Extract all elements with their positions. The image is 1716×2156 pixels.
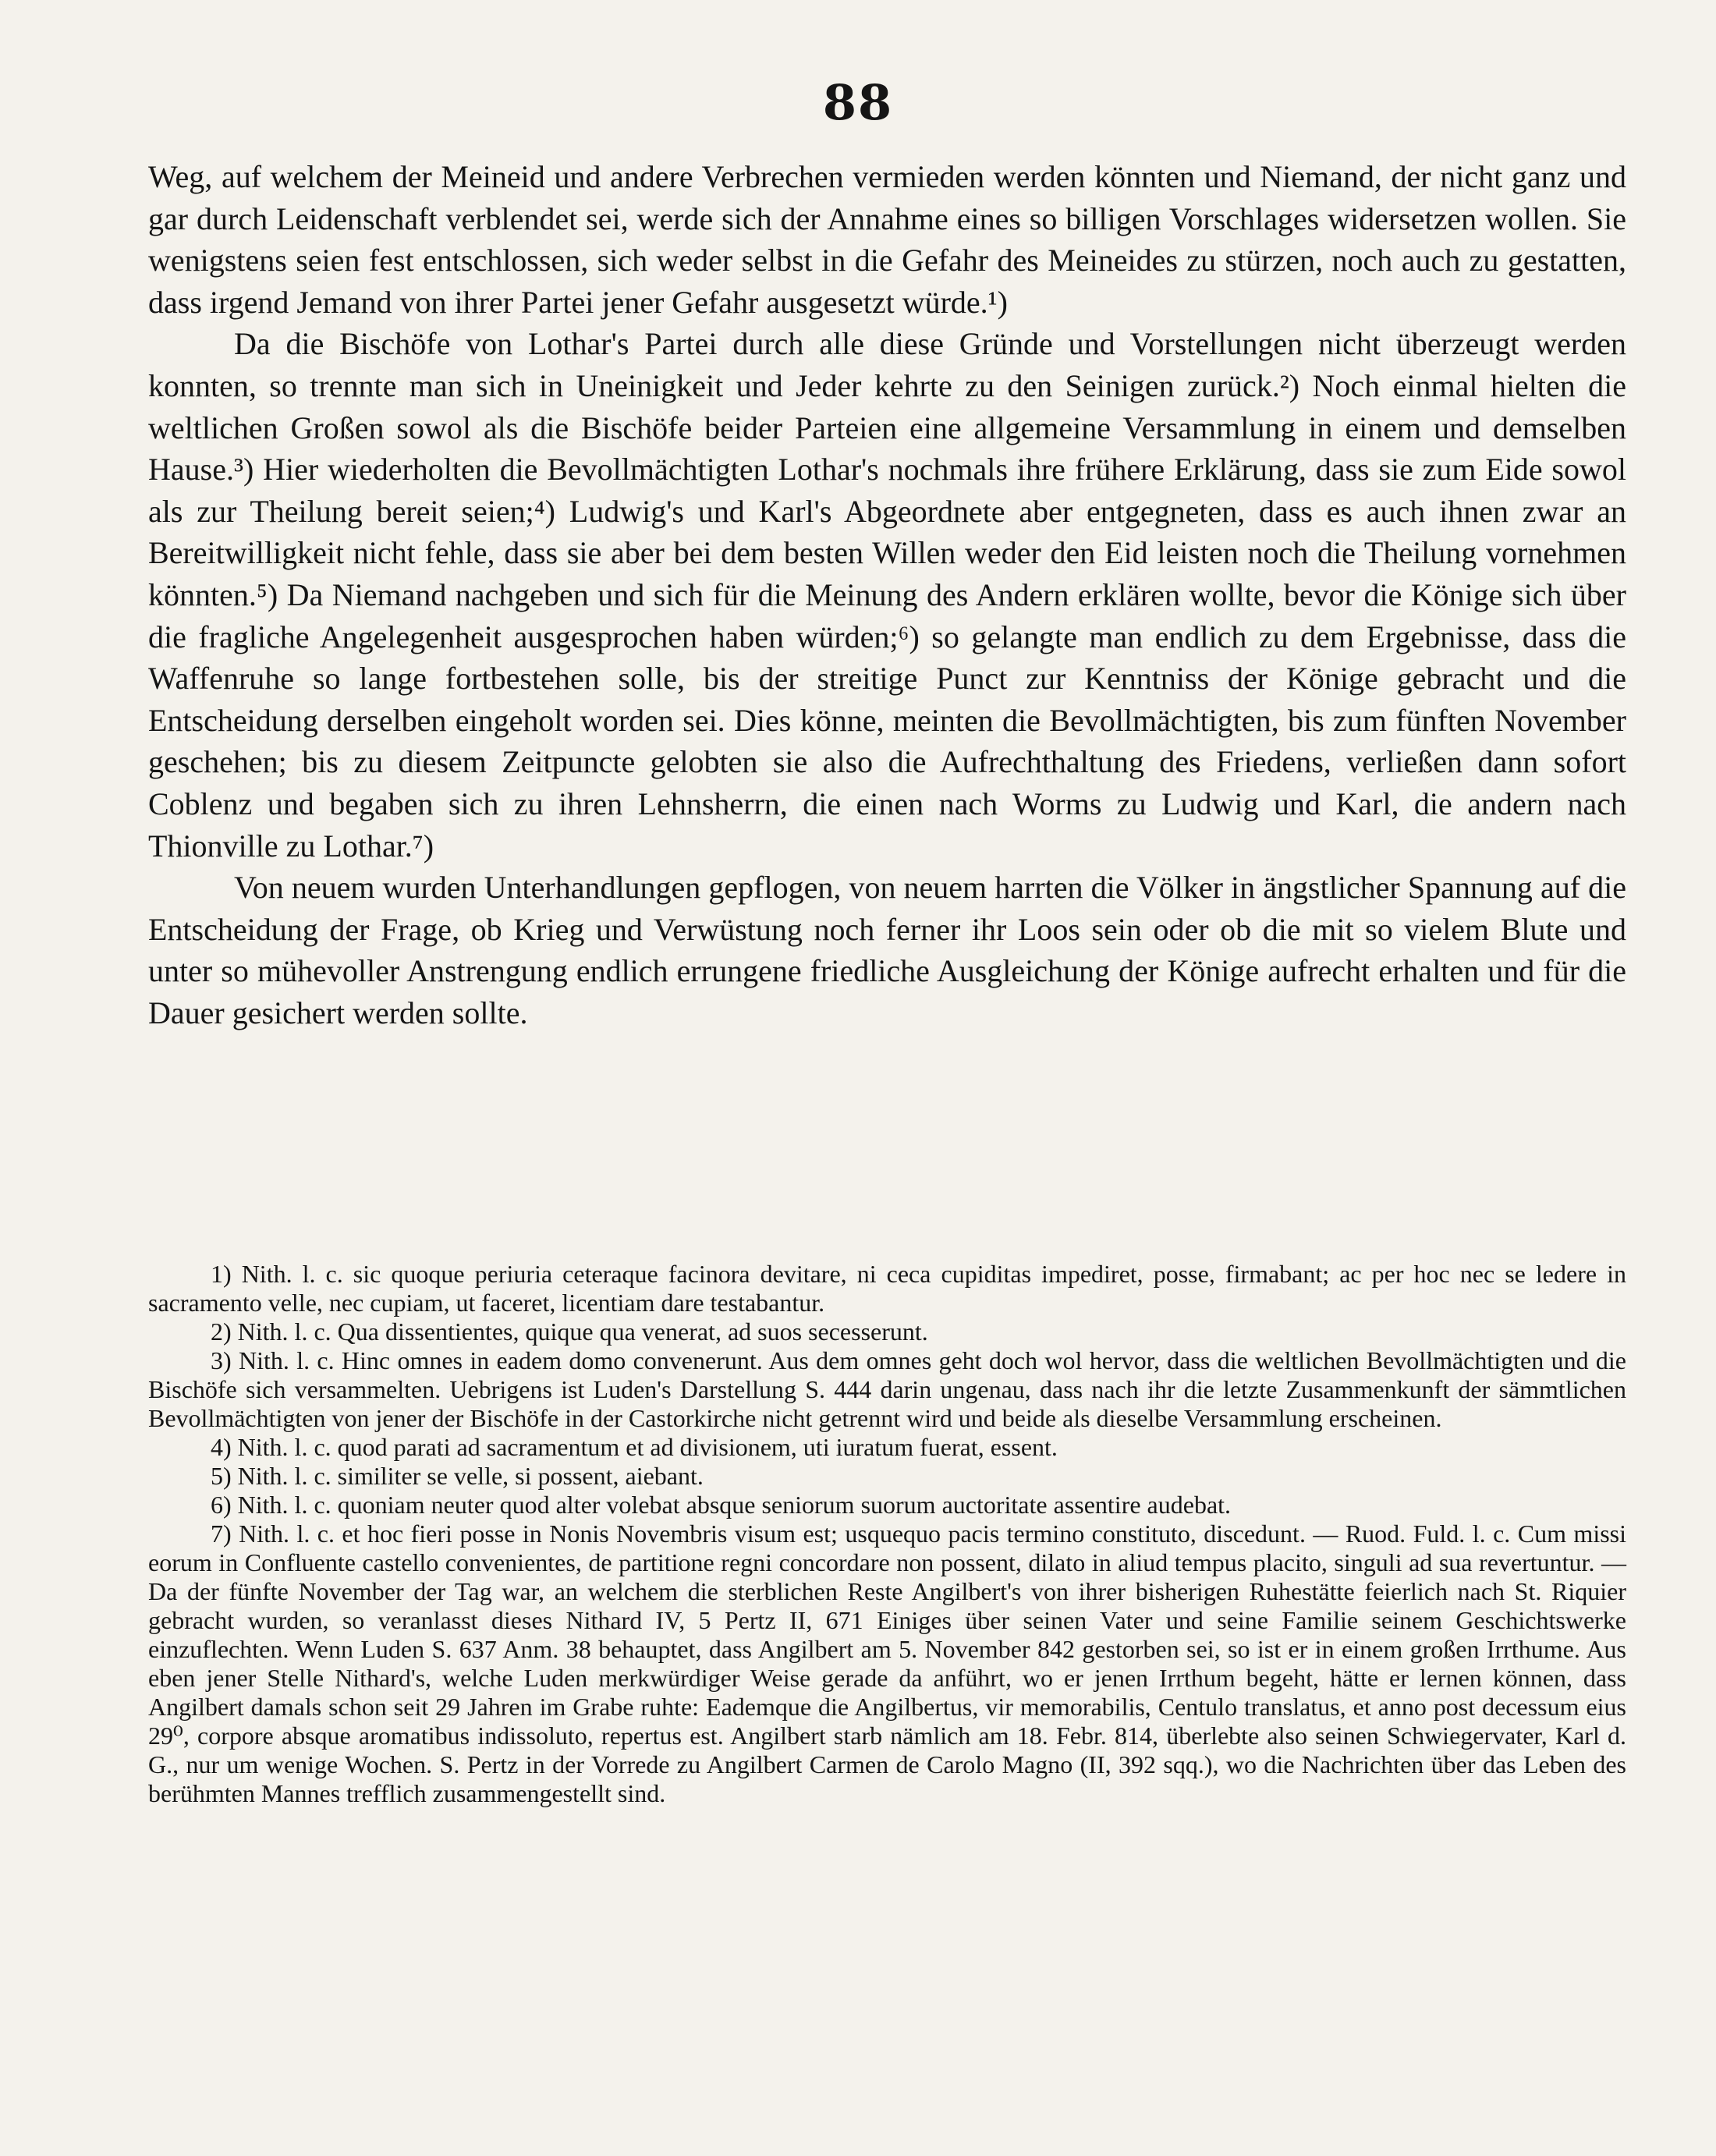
main-text — [148, 156, 1626, 1034]
paragraph-3: Von neuem wurden Unterhandlungen gepflogen, von neuem harrten die Völker in ängstlicher Spannung auf die Entscheidung der Frage, ob Krieg und Verwüstung noch ferner ihr Loos sein oder ob die mit so vielem Blute und unter so mühevoller Anstrengung endlich errungene friedliche Ausgleichung der Könige aufrecht erhalten und für die Dauer gesichert werden sollte. — [148, 870, 1626, 1030]
paragraph-1: Weg, auf welchem der Meineid und andere Verbrechen vermieden werden könnten und Niemand, der nicht ganz und gar durch Leidenschaft verblendet sei, werde sich der Annahme eines so billigen Vorschlages widersetzen wollen. Sie wenigstens seien fest entschlossen, sich weder selbst in die Gefahr des Meineides zu stürzen, noch auch zu gestatten, dass irgend Jemand von ihrer Partei jener Gefahr ausgesetzt würde.¹) — [148, 159, 1626, 320]
footnotes — [148, 1260, 1626, 1808]
footnote-4: 4) Nith. l. c. quod parati ad sacramentum et ad divisionem, uti iuratum fuerat, essent. — [211, 1433, 1058, 1461]
footnote-7: 7) Nith. l. c. et hoc fieri posse in Nonis Novembris visum est; usquequo pacis termino constituto, discedunt. — Ruod. Fuld. l. c. Cum missi eorum in Confluente castello convenientes, de partitione regni concordare non possent, dilato in aliud tempus placito, singuli ad sua revertuntur. — Da der fünfte November der Tag war, an welchem die sterblichen Reste Angilbert's von ihrer bisherigen Ruhestätte feierlich nach St. Riquier gebracht wurden, so veranlasst dieses Nithard IV, 5 Pertz II, 671 Einiges über seinen Vater und seine Familie seinem Geschichtswerke einzuflechten. Wenn Luden S. 637 Anm. 38 behauptet, dass Angilbert am 5. November 842 gestorben sei, so ist er in einem großen Irrthume. Aus eben jener Stelle Nithard's, welche Luden merkwürdiger Weise gerade da anführt, wo er jenen Irrthum begeht, hätte er lernen können, dass Angilbert damals schon seit 29 Jahren im Grabe ruhte: Eademque die Angilbertus, vir memorabilis, Centulo translatus, et anno post decessum eius 29⁰, corpore absque aromatibus indissoluto, repertus est. Angilbert starb nämlich am 18. Febr. 814, überlebte also seinen Schwiegervater, Karl d. G., nur um wenige Wochen. S. Pertz in der Vorrede zu Angilbert Carmen de Carolo Magno (II, 392 sqq.), wo die Nachrichten über das Leben des berühmten Mannes trefflich zusammengestellt sind. — [148, 1519, 1626, 1807]
page-number: 88 — [822, 74, 894, 131]
footnote-6: 6) Nith. l. c. quoniam neuter quod alter volebat absque seniorum suorum auctoritate assentire audebat. — [211, 1491, 1232, 1519]
footnote-2: 2) Nith. l. c. Qua dissentientes, quique qua venerat, ad suos secesserunt. — [211, 1317, 928, 1346]
footnote-5: 5) Nith. l. c. similiter se velle, si possent, aiebant. — [211, 1462, 704, 1490]
footnote-3: 3) Nith. l. c. Hinc omnes in eadem domo convenerunt. Aus dem omnes geht doch wol hervor, dass die weltlichen Bevollmächtigten und die Bischöfe sich versammelten. Uebrigens ist Luden's Darstellung S. 444 darin ungenau, dass nach ihr die letzte Zusammenkunft der sämmtlichen Bevollmächtigten von jener der Bischöfe in der Castorkirche nicht getrennt wird und beide als dieselbe Versammlung erscheinen. — [148, 1346, 1626, 1432]
footnote-1: 1) Nith. l. c. sic quoque periuria ceteraque facinora devitare, ni ceca cupiditas impediret, posse, firmabant; ac per hoc nec se ledere in sacramento velle, nec cupiam, ut faceret, licentiam dare testabantur. — [148, 1260, 1626, 1317]
paragraph-2: Da die Bischöfe von Lothar's Partei durch alle diese Gründe und Vorstellungen nicht überzeugt werden konnten, so trennte man sich in Uneinigkeit und Jeder kehrte zu den Seinigen zurück.²) Noch einmal hielten die weltlichen Großen sowol als die Bischöfe beider Parteien eine allgemeine Versammlung in einem und demselben Hause.³) Hier wiederholten die Bevollmächtigten Lothar's nochmals ihre frühere Erklärung, dass sie zum Eide sowol als zur Theilung bereit seien;⁴) Ludwig's und Karl's Abgeordnete aber entgegneten, dass es auch ihnen zwar an Bereitwilligkeit nicht fehle, dass sie aber bei dem besten Willen weder den Eid leisten noch die Theilung vornehmen könnten.⁵) Da Niemand nachgeben und sich für die Meinung des Andern erklären wollte, bevor die Könige sich über die fragliche Angelegenheit ausgesprochen haben würden;⁶) so gelangte man endlich zu dem Ergebnisse, dass die Waffenruhe so lange fortbestehen solle, bis der streitige Punct zur Kenntniss der Könige gebracht und die Entscheidung derselben eingeholt worden sei. Dies könne, meinten die Bevollmächtigten, bis zum fünften November geschehen; bis zu diesem Zeitpuncte gelobten sie also die Aufrechthaltung des Friedens, verließen dann sofort Coblenz und begaben sich zu ihren Lehnsherrn, die einen nach Worms zu Ludwig und Karl, die andern nach Thionville zu Lothar.⁷) — [148, 326, 1626, 863]
